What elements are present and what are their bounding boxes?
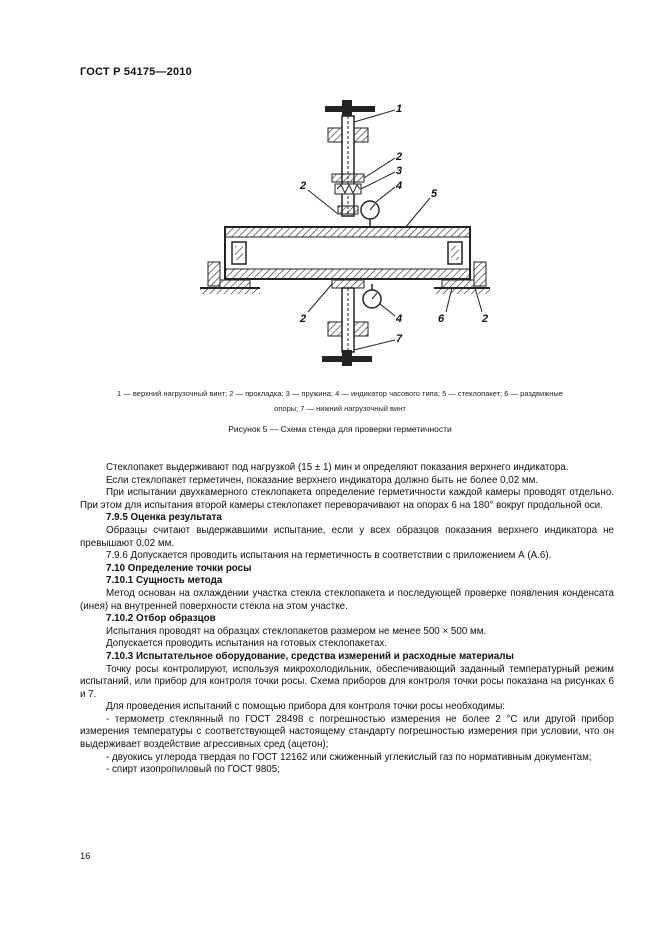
paragraph: Испытания проводят на образцах стеклопакетов размером не менее 500 × 500 мм. bbox=[106, 625, 487, 637]
paragraph: 7.9.6 Допускается проводить испытания на герметичность в соответствии с приложением А (А.6). bbox=[106, 550, 552, 562]
callout-4: 4 bbox=[396, 180, 403, 192]
section-heading: 7.10.2 Отбор образцов bbox=[106, 613, 216, 625]
figure-legend-line-2: опоры; 7 — нижний нагрузочный винт bbox=[274, 404, 406, 413]
document-header: ГОСТ Р 54175—2010 bbox=[80, 66, 192, 78]
callout-4b: 4 bbox=[396, 313, 403, 325]
section-heading: 7.10.3 Испытательное оборудование, средства измерений и расходные материалы bbox=[106, 650, 514, 662]
section-heading: 7.10.1 Сущность метода bbox=[106, 575, 223, 587]
list-item: - двуокись углерода твердая по ГОСТ 12162 или сжиженный углекислый газ по нормативным документам; bbox=[106, 751, 592, 763]
paragraph: Метод основан на охлаждении участка стекла стеклопакета и последующей проверке появления конденсата (инея) на внутренней поверхности стекла на этом участке. bbox=[80, 587, 614, 612]
callout-6: 6 bbox=[438, 313, 445, 325]
callout-2: 2 bbox=[396, 151, 403, 163]
list-item: - термометр стеклянный по ГОСТ 28498 с погрешностью измерения не более 2 °С или другой прибор измерения температуры с соответствующей настоящему стандарту погрешностью измерения при условии, что он выдерживает воздействие агрессивных сред (ацетон); bbox=[80, 713, 614, 751]
support-left bbox=[208, 262, 220, 286]
gasket-upper bbox=[332, 174, 364, 182]
callout-2b: 2 bbox=[300, 180, 307, 192]
test-stand-diagram bbox=[190, 94, 500, 374]
section-heading: 7.9.5 Оценка результата bbox=[106, 512, 222, 524]
gasket-lower bbox=[332, 280, 364, 288]
callout-3: 3 bbox=[396, 165, 403, 177]
figure-legend-line-1: 1 — верхний нагрузочный винт; 2 — прокладка; 3 — пружина; 4 — индикатор часового типа; 5 — стеклопакет; 6 — раздвижные bbox=[117, 389, 563, 398]
section-heading: 7.10 Определение точки росы bbox=[106, 562, 252, 574]
paragraph: Для проведения испытаний с помощью прибора для контроля точки росы необходимы: bbox=[106, 701, 505, 713]
page-number: 16 bbox=[80, 851, 91, 862]
callout-2c: 2 bbox=[300, 313, 307, 325]
paragraph: Точку росы контролируют, используя микрохолодильник, обеспечивающий заданный температурный режим испытаний, или прибор для контроля точки росы. Схема приборов для контроля точки росы показана на рисунках 6 и 7. bbox=[80, 663, 614, 700]
callout-2d: 2 bbox=[482, 313, 489, 325]
figure-caption: Рисунок 5 — Схема стенда для проверки герметичности bbox=[228, 424, 452, 434]
paragraph: Образцы считают выдержавшими испытание, если у всех образцов показания верхнего индикатора не превышают 0,02 мм. bbox=[80, 524, 614, 549]
paragraph: Стеклопакет выдерживают под нагрузкой (15 ± 1) мин и определяют показания верхнего индикатора. bbox=[106, 462, 569, 473]
callout-5: 5 bbox=[431, 188, 438, 200]
callout-1: 1 bbox=[396, 103, 403, 115]
paragraph: Если стеклопакет герметичен, показание верхнего индикатора должно быть не более 0,02 мм. bbox=[106, 474, 539, 486]
list-item: - спирт изопропиловый по ГОСТ 9805; bbox=[106, 764, 280, 776]
figure-legend bbox=[70, 386, 610, 416]
support-right bbox=[474, 262, 486, 286]
paragraph: При испытании двухкамерного стеклопакета определение герметичности каждой камеры проводят отдельно. При этом для испытания второй камеры стеклопакет переворачивают на опорах 6 на 180° вокруг продольной оси. bbox=[80, 487, 614, 511]
body-text bbox=[80, 462, 614, 777]
paragraph: Допускается проводить испытания на готовых стеклопакетах. bbox=[106, 638, 388, 650]
callout-7: 7 bbox=[396, 333, 403, 345]
